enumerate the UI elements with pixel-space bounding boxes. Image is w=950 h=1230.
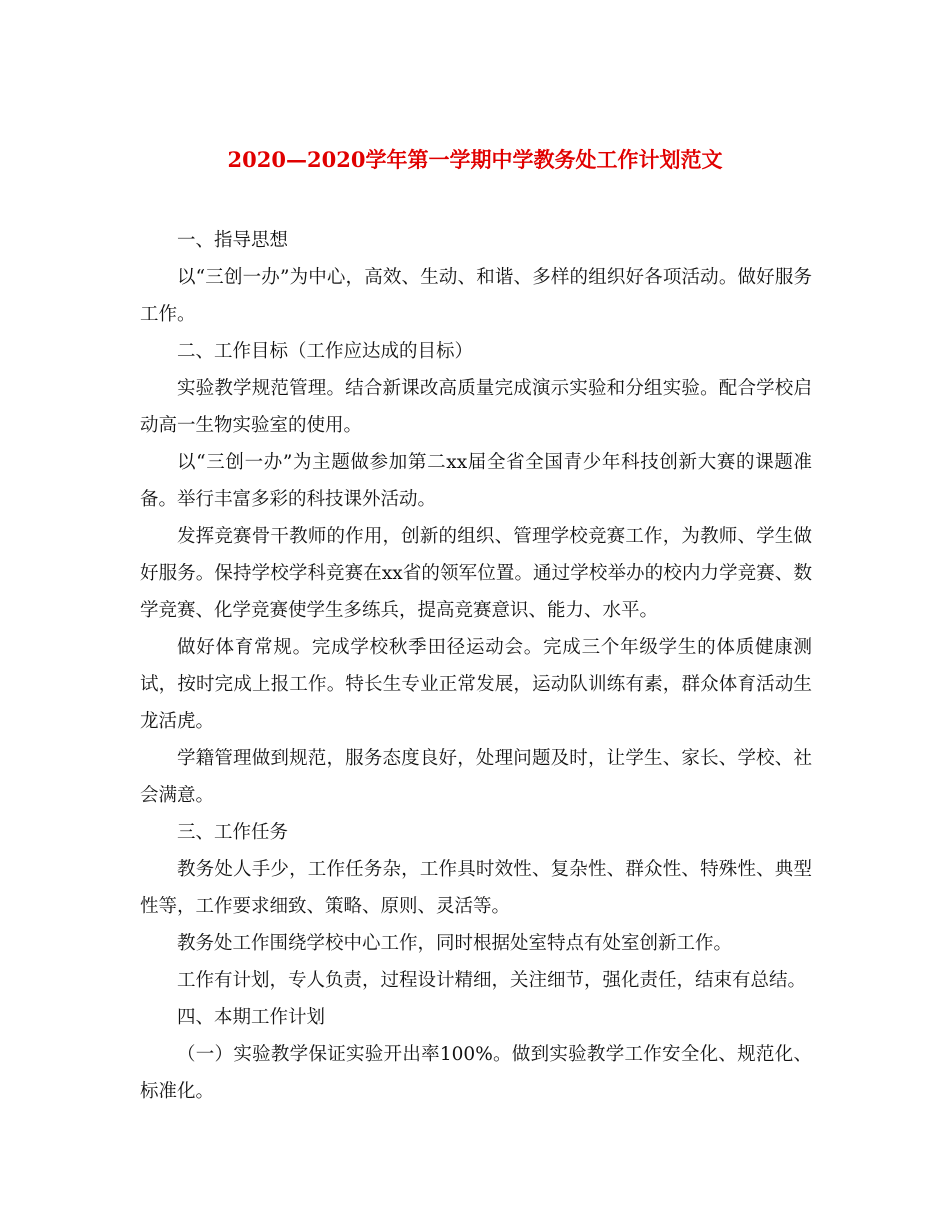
- paragraph: 教务处人手少，工作任务杂，工作具时效性、复杂性、群众性、特殊性、典型性等，工作要求细致、策略、原则、灵活等。: [140, 859, 812, 917]
- paragraph: 学籍管理做到规范，服务态度良好，处理问题及时，让学生、家长、学校、社会满意。: [140, 748, 812, 806]
- section-heading-work-tasks: 三、工作任务: [177, 822, 289, 843]
- paragraph: （一）实验教学保证实验开出率100%。做到实验教学工作安全化、规范化、标准化。: [140, 1044, 812, 1102]
- paragraph: 做好体育常规。完成学校秋季田径运动会。完成三个年级学生的体质健康测试，按时完成上报工作。特长生专业正常发展，运动队训练有素，群众体育活动生龙活虎。: [140, 637, 812, 732]
- paragraph: 教务处工作围绕学校中心工作，同时根据处室特点有处室创新工作。: [177, 933, 733, 954]
- paragraph: 实验教学规范管理。结合新课改高质量完成演示实验和分组实验。配合学校启动高一生物实验室的使用。: [140, 378, 812, 436]
- paragraph: 以“三创一办”为中心，高效、生动、和谐、多样的组织好各项活动。做好服务工作。: [140, 267, 812, 325]
- paragraph: 工作有计划，专人负责，过程设计精细，关注细节，强化责任，结束有总结。: [177, 970, 807, 991]
- paragraph: 发挥竞赛骨干教师的作用，创新的组织、管理学校竞赛工作，为教师、学生做好服务。保持学校学科竞赛在xx省的领军位置。通过学校举办的校内力学竞赛、数学竞赛、化学竞赛使学生多练兵，提高竞赛意识、能力、水平。: [140, 526, 812, 621]
- section-heading-term-plan: 四、本期工作计划: [177, 1007, 326, 1028]
- document-body: [140, 222, 812, 1110]
- document-title: 2020—2020学年第一学期中学教务处工作计划范文: [227, 147, 723, 172]
- section-heading-guiding-ideology: 一、指导思想: [177, 230, 289, 251]
- section-heading-work-goals: 二、工作目标（工作应达成的目标）: [177, 341, 474, 362]
- paragraph: 以“三创一办”为主题做参加第二xx届全省全国青少年科技创新大赛的课题准备。举行丰富多彩的科技课外活动。: [140, 452, 812, 510]
